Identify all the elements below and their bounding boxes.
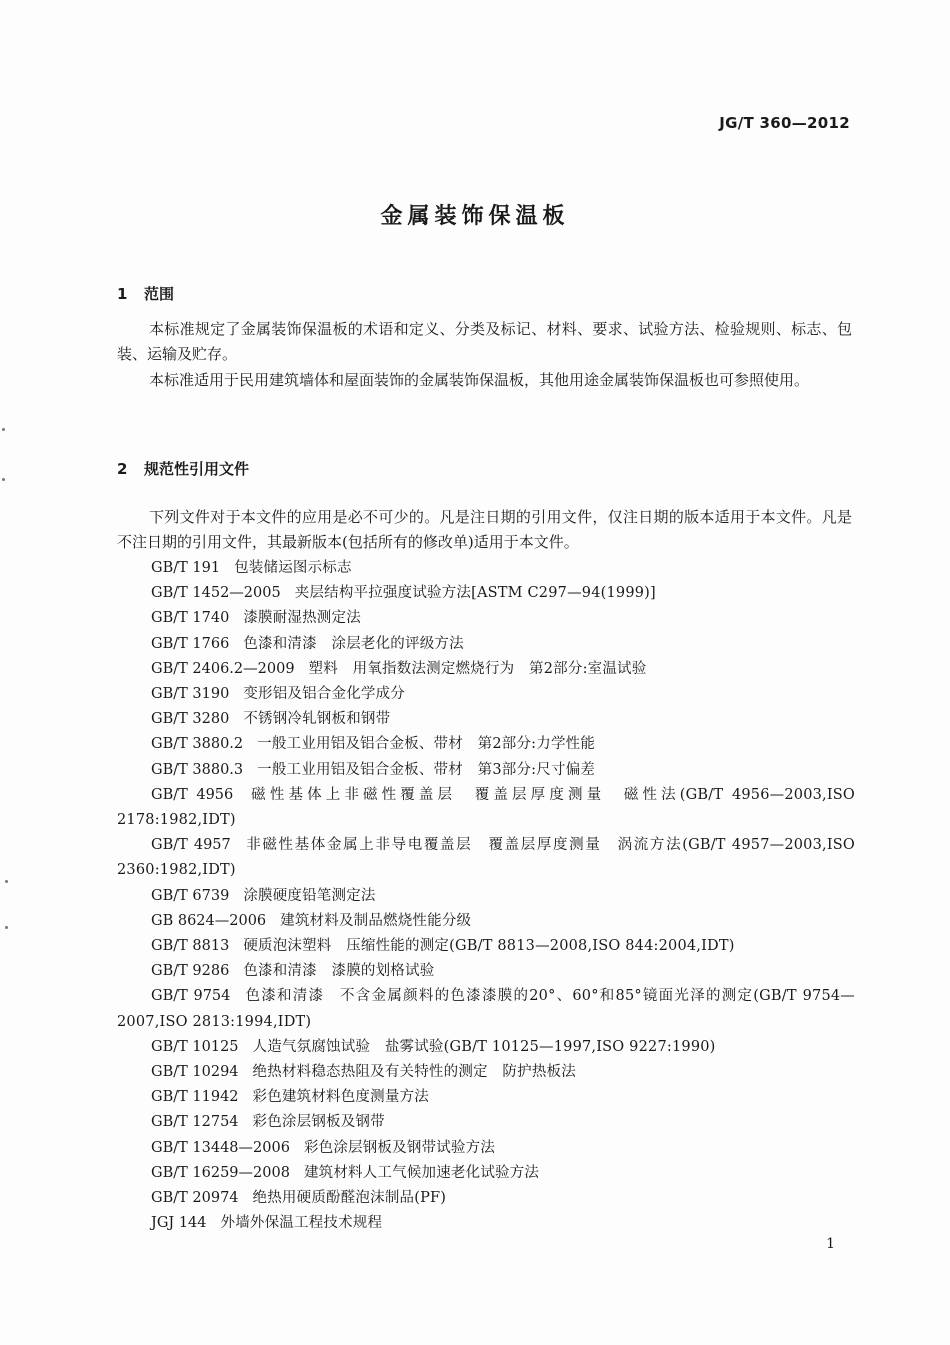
reference-title: 建筑材料人工气候加速老化试验方法 [303, 1164, 540, 1181]
reference-code: GB 8624—2006 [151, 912, 267, 929]
reference-item [117, 909, 855, 934]
reference-item [117, 556, 855, 581]
reference-title: 色漆和清漆 涂层老化的评级方法 [243, 635, 464, 652]
reference-code: GB/T 11942 [151, 1089, 239, 1106]
reference-code: GB/T 1452—2005 [151, 585, 281, 602]
reference-code: GB/T 191 [151, 560, 221, 576]
reference-code: GB/T 9754 [151, 988, 231, 1005]
reference-item [117, 657, 855, 682]
reference-item [117, 1211, 855, 1236]
scope-paragraph: 本标准规定了金属装饰保温板的术语和定义、分类及标记、材料、要求、试验方法、检验规则、标志、包装、运输及贮存。 [117, 320, 852, 363]
reference-item [117, 632, 855, 657]
reference-code: GB/T 3880.2 [151, 736, 244, 753]
scan-speck [2, 478, 5, 481]
reference-item [117, 606, 855, 631]
reference-title: 绝热材料稳态热阻及有关特性的测定 防护热板法 [252, 1064, 576, 1081]
reference-list [117, 556, 855, 1236]
reference-code: GB/T 2406.2—2009 [151, 660, 295, 677]
reference-item [117, 1085, 855, 1110]
reference-code: GB/T 6739 [151, 887, 230, 904]
reference-title: 夹层结构平拉强度试验方法[ASTM C297—94(1999)] [294, 585, 656, 602]
reference-item [117, 682, 855, 707]
reference-code: GB/T 3190 [151, 686, 230, 703]
section-number: 2 [117, 460, 128, 478]
reference-title: 色漆和清漆 不含金属颜料的色漆漆膜的20°、60°和85°镜面光泽的测定(GB/T 9754—2007,ISO 2813:1994,IDT) [117, 988, 855, 1030]
reference-item [117, 884, 855, 909]
reference-code: GB/T 8813 [151, 938, 230, 955]
reference-item [117, 833, 855, 883]
reference-title: 彩色涂层钢板及钢带 [252, 1114, 385, 1131]
reference-item [117, 1186, 855, 1211]
reference-title: 塑料 用氧指数法测定燃烧行为 第2部分:室温试验 [308, 660, 647, 677]
reference-code: GB/T 13448—2006 [151, 1139, 290, 1156]
standard-code: JG/T 360—2012 [719, 114, 850, 132]
scan-speck [5, 926, 8, 929]
reference-code: GB/T 4957 [151, 837, 231, 854]
reference-code: GB/T 9286 [151, 963, 230, 980]
reference-code: GB/T 3880.3 [151, 761, 244, 778]
reference-item [117, 1035, 855, 1060]
reference-code: GB/T 10294 [151, 1064, 239, 1081]
reference-title: 人造气氛腐蚀试验 盐雾试验(GB/T 10125—1997,ISO 9227:1990) [252, 1038, 716, 1055]
reference-title: 包装储运图示标志 [234, 560, 352, 576]
section-heading-scope [117, 283, 174, 304]
reference-item [117, 984, 855, 1034]
reference-title: 彩色涂层钢板及钢带试验方法 [303, 1139, 496, 1156]
reference-title: 硬质泡沫塑料 压缩性能的测定(GB/T 8813—2008,ISO 844:2004,IDT) [243, 938, 735, 955]
page-number: 1 [826, 1236, 835, 1252]
scan-speck [5, 880, 8, 883]
reference-item [117, 783, 855, 833]
section-title: 范围 [144, 285, 175, 303]
reference-item [117, 1060, 855, 1085]
reference-code: GB/T 1766 [151, 635, 230, 652]
reference-title: 漆膜耐湿热测定法 [243, 610, 361, 627]
section-title: 规范性引用文件 [144, 460, 250, 478]
reference-title: 色漆和清漆 漆膜的划格试验 [243, 963, 435, 980]
reference-item [117, 758, 855, 783]
reference-code: GB/T 10125 [151, 1038, 239, 1055]
reference-item [117, 934, 855, 959]
reference-code: JGJ 144 [151, 1215, 207, 1232]
reference-code: GB/T 4956 [151, 786, 234, 803]
reference-title: 一般工业用铝及铝合金板、带材 第3部分:尺寸偏差 [257, 761, 596, 778]
reference-title: 不锈钢冷轧钢板和钢带 [243, 711, 391, 728]
reference-item [117, 1161, 855, 1186]
reference-title: 一般工业用铝及铝合金板、带材 第2部分:力学性能 [257, 736, 596, 753]
reference-code: GB/T 20974 [151, 1190, 239, 1207]
reference-code: GB/T 3280 [151, 711, 230, 728]
reference-item [117, 581, 855, 606]
reference-title: 非磁性基体金属上非导电覆盖层 覆盖层厚度测量 涡流方法(GB/T 4957—2003,ISO 2360:1982,IDT) [117, 837, 855, 879]
reference-item [117, 1136, 855, 1161]
document-title: 金属装饰保温板 [380, 204, 570, 229]
scan-speck [2, 428, 5, 431]
section-number: 1 [117, 285, 128, 303]
reference-title: 涂膜硬度铅笔测定法 [243, 887, 376, 904]
reference-code: GB/T 1740 [151, 610, 230, 627]
reference-title: 绝热用硬质酚醛泡沫制品(PF) [252, 1190, 447, 1207]
reference-item [117, 732, 855, 757]
reference-title: 建筑材料及制品燃烧性能分级 [280, 912, 472, 929]
scope-paragraph: 本标准适用于民用建筑墙体和屋面装饰的金属装饰保温板，其他用途金属装饰保温板也可参照使用。 [149, 371, 810, 389]
reference-item [117, 959, 855, 984]
reference-item [117, 1110, 855, 1135]
references-intro-paragraph: 下列文件对于本文件的应用是必不可少的。凡是注日期的引用文件，仅注日期的版本适用于本文件。凡是不注日期的引用文件，其最新版本(包括所有的修改单)适用于本文件。 [117, 508, 852, 551]
reference-code: GB/T 12754 [151, 1114, 239, 1131]
reference-item [117, 707, 855, 732]
reference-title: 彩色建筑材料色度测量方法 [252, 1089, 429, 1106]
reference-title: 变形铝及铝合金化学成分 [243, 686, 406, 703]
reference-title: 外墙外保温工程技术规程 [220, 1215, 383, 1232]
section-heading-normative-references [117, 458, 249, 479]
reference-title: 磁性基体上非磁性覆盖层 覆盖层厚度测量 磁性法(GB/T 4956—2003,ISO 2178:1982,IDT) [117, 786, 856, 829]
reference-code: GB/T 16259—2008 [151, 1164, 290, 1181]
